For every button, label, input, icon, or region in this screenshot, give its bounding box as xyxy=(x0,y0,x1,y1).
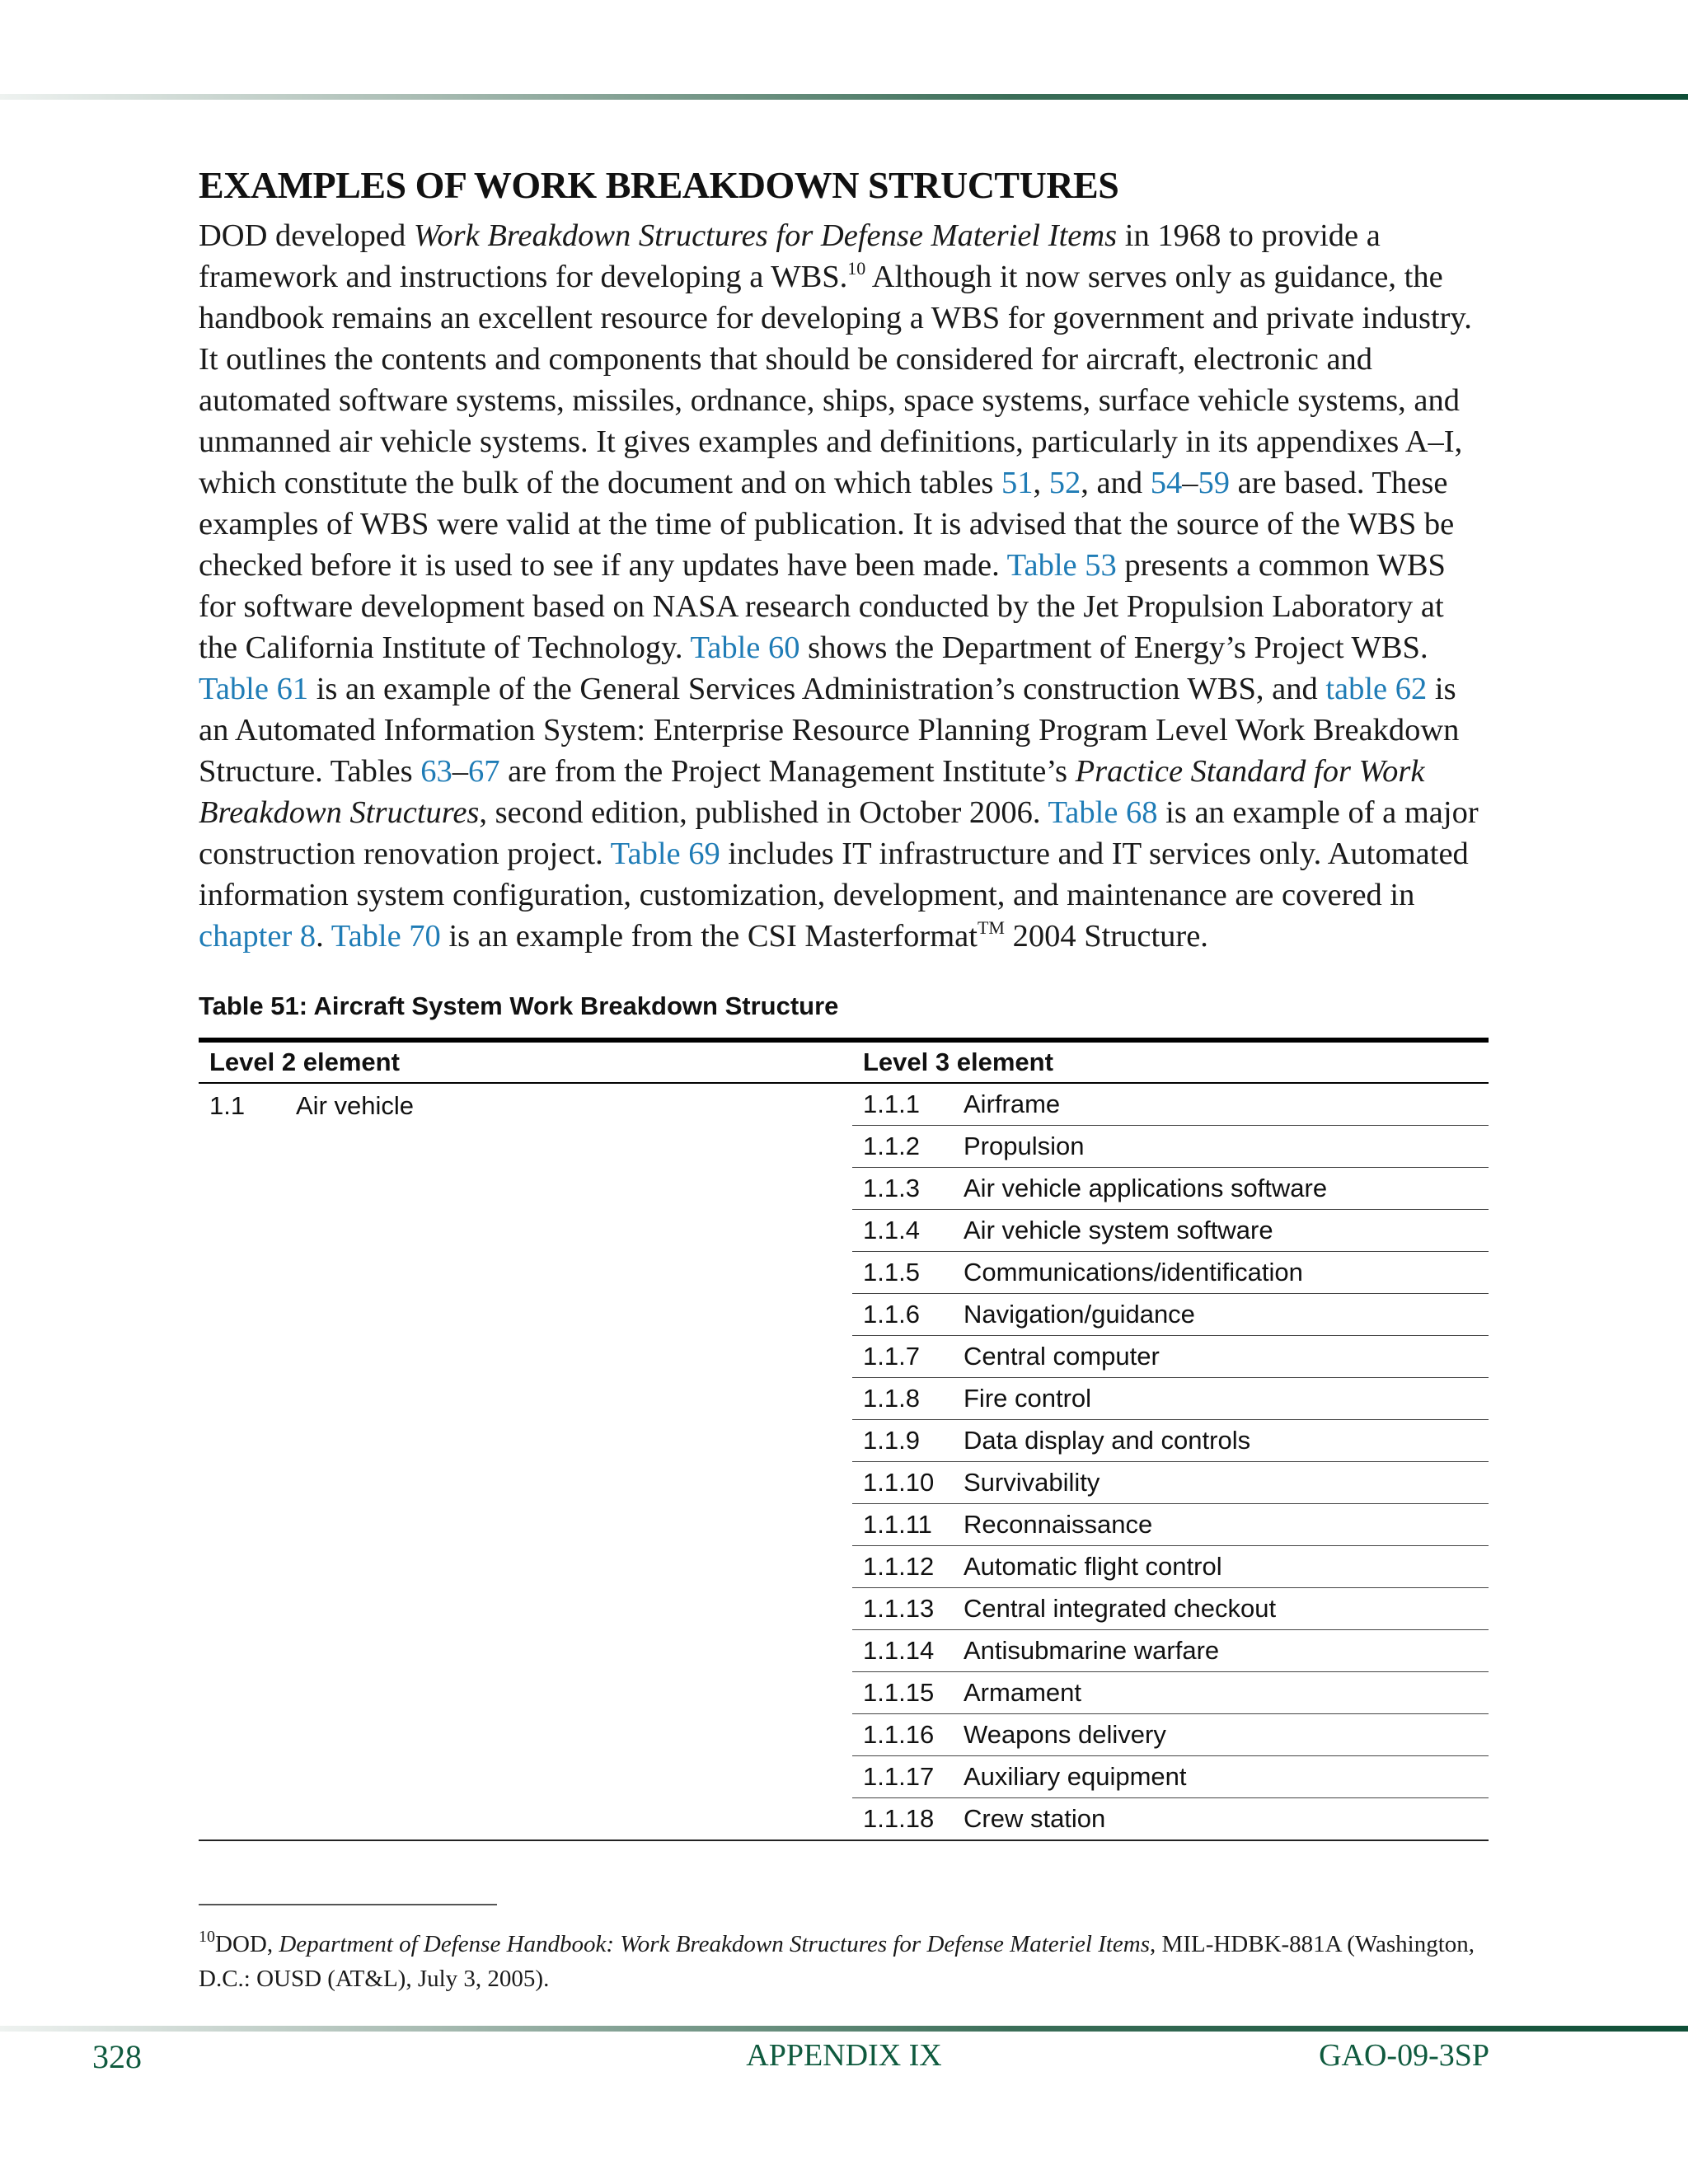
level3-name: Airframe xyxy=(964,1083,1489,1126)
footer-rule xyxy=(0,2026,1688,2032)
report-id: GAO-09-3SP xyxy=(1319,2038,1489,2073)
level3-number: 1.1.11 xyxy=(852,1504,964,1546)
text-run: DOD, xyxy=(215,1931,279,1957)
link-table-68[interactable]: Table 68 xyxy=(1048,795,1158,830)
text-run: , and xyxy=(1081,466,1151,500)
level3-number: 1.1.7 xyxy=(852,1336,964,1378)
text-run: is an Automated Information System: Enterprise Resource Planning Program Level Work Breakdown Structure. Tables xyxy=(199,672,1460,789)
level3-name: Fire control xyxy=(964,1378,1489,1420)
link-table-59[interactable]: 59 xyxy=(1198,466,1231,500)
table-row xyxy=(199,1083,1489,1126)
text-run: in 1968 to provide a framework and instructions for developing a WBS. xyxy=(199,218,1381,294)
text-run: – xyxy=(1182,466,1198,500)
footnote-number: 10 xyxy=(199,1928,215,1946)
text-run: is an example from the CSI Masterformat xyxy=(440,919,978,954)
text-run: , MIL-HDBK-881A (Washington, D.C.: OUSD (AT&L), July 3, 2005). xyxy=(199,1931,1475,1992)
text-run: – xyxy=(452,754,468,789)
level3-name: Auxiliary equipment xyxy=(964,1756,1489,1798)
level3-number: 1.1.14 xyxy=(852,1630,964,1672)
page-number: 328 xyxy=(92,2038,142,2075)
header-rule xyxy=(0,94,1688,100)
text-run: Although it now serves only as guidance, the handbook remains an excellent resource for developing a WBS for government and private industry. It outlines the contents and components that should be considered for aircraft, electronic and automated software systems, missiles, ordnance, ships, space systems, surface vehicle systems, and unmanned air vehicle systems. It gives examples and definitions, particularly in its appendixes A–I, which constitute the bulk of the document and on which tables xyxy=(199,260,1472,500)
level3-name: Automatic flight control xyxy=(964,1546,1489,1588)
text-run: , second edition, published in October 2006. xyxy=(479,795,1048,830)
level3-number: 1.1.3 xyxy=(852,1168,964,1210)
level3-name: Armament xyxy=(964,1672,1489,1714)
level3-name: Communications/identification xyxy=(964,1252,1489,1294)
header-level2: Level 2 element xyxy=(199,1040,852,1083)
trademark-mark: TM xyxy=(977,917,1005,938)
level3-number: 1.1.5 xyxy=(852,1252,964,1294)
level3-name: Navigation/guidance xyxy=(964,1294,1489,1336)
level3-name: Antisubmarine warfare xyxy=(964,1630,1489,1672)
level3-number: 1.1.9 xyxy=(852,1420,964,1462)
text-run: includes IT infrastructure and IT services only. Automated information system configuration, customization, development, and maintenance are covered in xyxy=(199,837,1469,912)
wbs-table xyxy=(199,1038,1489,1841)
level2-name: Air vehicle xyxy=(296,1091,414,1120)
link-table-67[interactable]: 67 xyxy=(468,754,500,789)
level3-number: 1.1.18 xyxy=(863,1804,935,1833)
text-run: DOD developed xyxy=(199,218,414,253)
text-run: is an example of a major construction renovation project. xyxy=(199,795,1479,871)
level3-name: Central computer xyxy=(964,1336,1489,1378)
link-table-61[interactable]: Table 61 xyxy=(199,672,309,706)
level3-name: Air vehicle system software xyxy=(964,1210,1489,1252)
text-run: are from the Project Management Institute’s xyxy=(499,754,1076,789)
link-table-53[interactable]: Table 53 xyxy=(1006,548,1117,583)
level3-number: 1.1.13 xyxy=(852,1588,964,1630)
section-heading: EXAMPLES OF WORK BREAKDOWN STRUCTURES xyxy=(199,164,1119,206)
link-table-69[interactable]: Table 69 xyxy=(610,837,720,871)
footnote-reference[interactable]: 10 xyxy=(847,258,866,279)
table-body xyxy=(199,1083,1489,1840)
level3-name: Crew station xyxy=(964,1804,1106,1833)
level3-number: 1.1.16 xyxy=(852,1714,964,1756)
level3-name: Weapons delivery xyxy=(964,1714,1489,1756)
footnote-title: Department of Defense Handbook: Work Breakdown Structures for Defense Materiel Items xyxy=(279,1931,1151,1957)
link-table-54[interactable]: 54 xyxy=(1150,466,1183,500)
text-run: is an example of the General Services Administration’s construction WBS, and xyxy=(308,672,1326,706)
text-run: shows the Department of Energy’s Project WBS. xyxy=(799,630,1428,665)
level3-name: Survivability xyxy=(964,1462,1489,1504)
level3-name: Data display and controls xyxy=(964,1420,1489,1462)
link-table-60[interactable]: Table 60 xyxy=(690,630,800,665)
level3-number: 1.1.15 xyxy=(852,1672,964,1714)
level3-number: 1.1.8 xyxy=(852,1378,964,1420)
level3-number: 1.1.6 xyxy=(852,1294,964,1336)
level3-name: Reconnaissance xyxy=(964,1504,1489,1546)
text-run: , xyxy=(1033,466,1049,500)
level3-number: 1.1.4 xyxy=(852,1210,964,1252)
intro-paragraph xyxy=(199,215,1489,957)
header-level3: Level 3 element xyxy=(852,1040,1489,1083)
level3-number: 1.1.2 xyxy=(852,1126,964,1168)
level3-number: 1.1.17 xyxy=(852,1756,964,1798)
level3-name: Central integrated checkout xyxy=(964,1588,1489,1630)
text-run: . xyxy=(316,919,331,954)
text-run: presents a common WBS for software development based on NASA research conducted by the Jet Propulsion Laboratory at the California Institute of Technology. xyxy=(199,548,1446,665)
footer-section: APPENDIX IX xyxy=(746,2038,942,2073)
link-chapter-8[interactable]: chapter 8 xyxy=(199,919,316,954)
link-table-62[interactable]: table 62 xyxy=(1325,672,1428,706)
level2-number: 1.1 xyxy=(209,1091,246,1120)
link-table-70[interactable]: Table 70 xyxy=(331,919,441,954)
level3-name: Air vehicle applications software xyxy=(964,1168,1489,1210)
practice-standard-title: Practice Standard for Work Breakdown Structures xyxy=(199,754,1425,830)
level3-number: 1.1.1 xyxy=(852,1083,964,1126)
link-table-52[interactable]: 52 xyxy=(1048,466,1081,500)
text-run: 2004 Structure. xyxy=(1004,919,1208,954)
table-title: Table 51: Aircraft System Work Breakdown Structure xyxy=(199,991,839,1020)
footnote-rule xyxy=(199,1904,497,1905)
table-header-row xyxy=(199,1040,1489,1083)
handbook-title: Work Breakdown Structures for Defense Materiel Items xyxy=(413,218,1118,253)
link-table-63[interactable]: 63 xyxy=(420,754,452,789)
link-table-51[interactable]: 51 xyxy=(1001,466,1034,500)
main-content xyxy=(199,163,1489,1841)
level3-name: Propulsion xyxy=(964,1126,1489,1168)
level3-number: 1.1.12 xyxy=(852,1546,964,1588)
text-run: are based. These examples of WBS were valid at the time of publication. It is advised that the source of the WBS be checked before it is used to see if any updates have been made. xyxy=(199,466,1455,583)
footnote xyxy=(199,1927,1501,1996)
level3-number: 1.1.10 xyxy=(852,1462,964,1504)
